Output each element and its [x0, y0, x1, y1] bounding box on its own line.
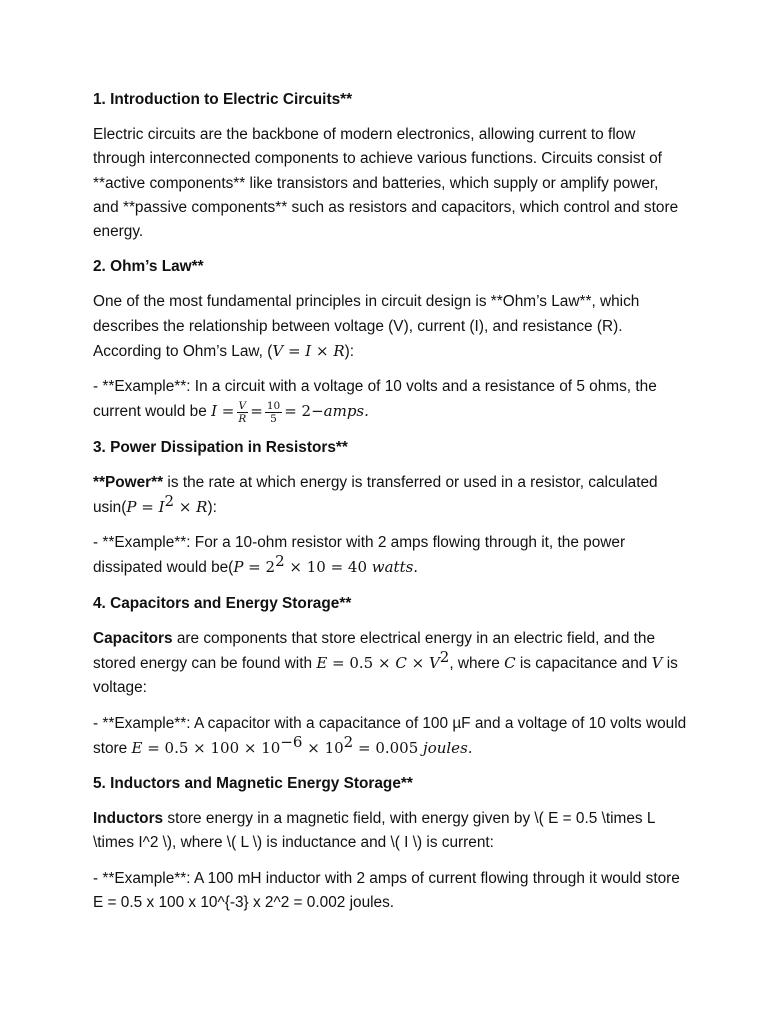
section-5-heading: 5. Inductors and Magnetic Energy Storage**	[93, 774, 413, 792]
fraction-v-over-r: $\frac{V}{R}$	[238, 399, 247, 425]
section-4-heading: 4. Capacitors and Energy Storage**	[93, 594, 352, 612]
section-3-body: **Power** is the rate at which energy is transferred or used in a resistor, calculated $usin(P = I^2 \times R)$:	[93, 473, 658, 517]
power-term: **Power**	[93, 473, 164, 491]
capacitors-term: Capacitors	[93, 629, 173, 647]
section-2-example: - **Example**: In a circuit with a voltage of 10 volts and a resistance of 5 ohms, the current would be I = $\frac{V}{R}$ = $\frac{10}{5}$ = 2−amps.	[93, 378, 657, 425]
fraction-10-over-5: $\frac{10}{5}$	[266, 399, 281, 425]
section-1-body: Electric circuits are the backbone of modern electronics, allowing current to flow through interconnected components to achieve various functions. Circuits consist of **active components** like transistors and batteries, which supply or amplify power, and **passive components** such as resistors and capacitors, which control and store energy.	[93, 126, 679, 241]
section-4-body: Capacitors are components that store electrical energy in an electric field, and the stored energy can be found with $E = 0.5 \times C \times V^2$, where C is capacitance and V is voltage:	[93, 629, 678, 697]
inductors-term: Inductors	[93, 810, 164, 828]
ex-current-symbol: I	[211, 402, 217, 421]
section-4-example: - **Example**: A capacitor with a capacitance of 100 µF and a voltage of 10 volts would store $E = 0.5 \times 100 \times 10^{-6} \times 10^2 = 0.005$ joules.	[93, 714, 687, 757]
section-3-heading: 3. Power Dissipation in Resistors**	[93, 438, 348, 456]
section-2-body: One of the most fundamental principles in circuit design is **Ohm’s Law**, which describes the relationship between voltage (V), current (I), and resistance (R). According to Ohm’s Law, (V = I × R):	[93, 293, 640, 360]
section-2-heading: 2. Ohm’s Law**	[93, 258, 204, 276]
section-5-body: Inductors store energy in a magnetic field, with energy given by \( E = 0.5 \times L \times I^2 \), where \( L \) is inductance and \( I \) is current:	[93, 810, 655, 852]
section-3-example: - **Example**: For a 10-ohm resistor with 2 amps flowing through it, the power dissipated would $be(P = 2^2 \times 10 = 40$ watts.	[93, 534, 626, 577]
ohms-law-formula: V = I × R	[272, 341, 345, 360]
section-5-example: - **Example**: A 100 mH inductor with 2 amps of current flowing through it would store E = 0.5 x 100 x 10^{-3} x 2^2 = 0.002 joules.	[93, 869, 680, 911]
section-1-heading: 1. Introduction to Electric Circuits**	[93, 91, 353, 108]
